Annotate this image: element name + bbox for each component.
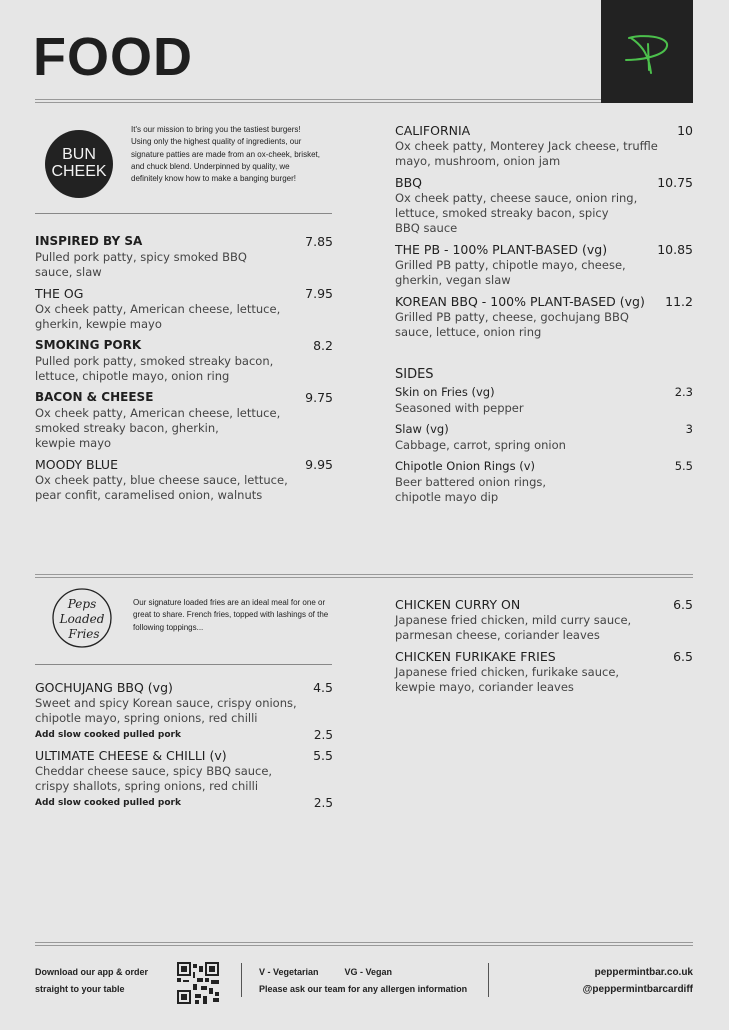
menu-item-description: Seasoned with pepper — [395, 401, 524, 415]
contact-info — [583, 964, 693, 998]
menu-item-header — [395, 421, 693, 438]
menu-item — [35, 456, 333, 503]
menu-item — [35, 679, 333, 742]
logo-text-cheek: CHEEK — [51, 163, 107, 180]
fries-intro: Our signature loaded fries are an ideal meal for one or great to share. French fries, topped with lashings of the following toppings... — [133, 598, 329, 632]
menu-item-name: GOCHUJANG BBQ (vg) — [35, 680, 173, 695]
menu-item-header — [395, 122, 693, 139]
fries-right-column — [395, 596, 693, 700]
menu-item-description: Grilled PB patty, chipotle mayo, cheese, gherkin, vegan slaw — [395, 258, 626, 287]
qr-code-icon — [177, 962, 219, 1004]
menu-item-header — [395, 458, 693, 475]
menu-item — [395, 458, 693, 505]
menu-item-price: 5.5 — [674, 459, 693, 473]
sides-section — [395, 366, 693, 510]
menu-item-name: SMOKING PORK — [35, 338, 142, 352]
dietary-key — [259, 964, 467, 998]
svg-text:Peps: Peps — [67, 597, 97, 611]
menu-item-description: Ox cheek patty, American cheese, lettuce, gherkin, kewpie mayo — [35, 302, 281, 331]
menu-item-name: Slaw (vg) — [395, 422, 449, 436]
sides-heading: SIDES — [395, 367, 434, 382]
menu-item-header — [395, 241, 693, 258]
app-text-line2: straight to your table — [35, 984, 125, 994]
menu-item-description: Beer battered onion rings, chipotle mayo dip — [395, 475, 547, 504]
menu-item-name: BBQ — [395, 175, 422, 190]
addon-option — [35, 728, 333, 742]
menu-item-price: 10 — [677, 123, 693, 138]
menu-item-name: Skin on Fries (vg) — [395, 385, 495, 399]
burgers-right-column — [395, 122, 693, 345]
menu-item-description: Japanese fried chicken, furikake sauce, kewpie mayo, coriander leaves — [395, 665, 620, 694]
addon-label: Add slow cooked pulled pork — [35, 730, 181, 740]
menu-item-description: Grilled PB patty, cheese, gochujang BBQ sauce, lettuce, onion ring — [395, 310, 629, 339]
menu-item-description: Ox cheek patty, Monterey Jack cheese, truffle mayo, mushroom, onion jam — [395, 139, 658, 168]
menu-item-header — [395, 293, 693, 310]
menu-item-name: THE PB - 100% PLANT-BASED (vg) — [395, 242, 608, 257]
menu-item-price: 7.95 — [305, 286, 333, 301]
footer-separator — [241, 963, 242, 997]
menu-item-price: 9.75 — [305, 390, 333, 405]
menu-item — [395, 421, 693, 453]
menu-item — [395, 596, 693, 643]
menu-item-description: Pulled pork patty, smoked streaky bacon, lettuce, chipotle mayo, onion ring — [35, 354, 274, 383]
qr-code[interactable] — [177, 962, 219, 1004]
menu-item-name: Chipotle Onion Rings (v) — [395, 459, 535, 473]
menu-item-description: Ox cheek patty, cheese sauce, onion ring, lettuce, smoked streaky bacon, spicy BBQ sauce — [395, 191, 638, 235]
website-link[interactable]: peppermintbar.co.uk — [594, 967, 693, 978]
menu-item-header — [395, 174, 693, 191]
menu-item-price: 8.2 — [313, 338, 333, 353]
page-title: FOOD — [33, 27, 193, 87]
menu-item — [35, 337, 333, 384]
burgers-left-column — [35, 233, 333, 508]
logo-text-bun: BUN — [62, 146, 96, 163]
menu-item-name: THE OG — [35, 286, 84, 301]
menu-item-price: 4.5 — [313, 680, 333, 695]
menu-item-name: MOODY BLUE — [35, 457, 118, 472]
addon-option — [35, 796, 333, 810]
menu-item-header — [35, 337, 333, 354]
allergen-note: Please ask our team for any allergen information — [259, 984, 468, 994]
menu-item — [395, 648, 693, 695]
peppermint-logo — [601, 0, 693, 103]
menu-item-description: Ox cheek patty, American cheese, lettuce, smoked streaky bacon, gherkin, kewpie mayo — [35, 406, 281, 450]
menu-item-price: 7.85 — [305, 234, 333, 249]
app-text-line1: Download our app & order — [35, 967, 149, 977]
menu-item-description: Sweet and spicy Korean sauce, crispy onions, chipotle mayo, spring onions, red chilli — [35, 696, 297, 725]
menu-item-price: 9.95 — [305, 457, 333, 472]
divider — [35, 664, 332, 665]
menu-item-price: 10.85 — [657, 242, 693, 257]
menu-item-name: BACON & CHEESE — [35, 390, 154, 404]
footer-divider — [35, 942, 693, 946]
section-divider — [35, 574, 693, 578]
svg-text:Fries: Fries — [68, 627, 100, 641]
menu-item-name: KOREAN BBQ - 100% PLANT-BASED (vg) — [395, 294, 645, 309]
bun-and-cheek-logo — [45, 130, 113, 198]
menu-item-name: CHICKEN FURIKAKE FRIES — [395, 649, 556, 664]
footer-separator — [488, 963, 489, 997]
menu-item-header — [35, 679, 333, 696]
menu-item — [395, 241, 693, 288]
menu-item-name: CHICKEN CURRY ON — [395, 597, 521, 612]
menu-item — [395, 293, 693, 340]
menu-item-description: Cheddar cheese sauce, spicy BBQ sauce, crispy shallots, spring onions, red chilli — [35, 764, 273, 793]
burgers-intro: It's our mission to bring you the tastiest burgers! Using only the highest quality of ingredients, our signature patties are made from an ox-cheek, brisket, and chuck blend. Underpinned by quality, we definitely know how to make a banging burger! — [131, 125, 320, 184]
fries-logo-icon — [50, 586, 114, 650]
menu-item — [35, 747, 333, 810]
header-divider — [35, 99, 601, 103]
menu-item-header — [395, 648, 693, 665]
social-handle[interactable]: @peppermintbarcardiff — [582, 984, 693, 995]
menu-item-price: 6.5 — [673, 597, 693, 612]
p-logo-icon — [601, 0, 693, 103]
menu-item-price: 2.3 — [674, 385, 693, 399]
menu-item-price: 6.5 — [673, 649, 693, 664]
menu-item-header — [35, 285, 333, 302]
menu-item-description: Cabbage, carrot, spring onion — [395, 438, 566, 452]
menu-item — [35, 285, 333, 332]
menu-item — [395, 174, 693, 236]
menu-item-description: Pulled pork patty, spicy smoked BBQ sauce, slaw — [35, 250, 247, 279]
divider — [35, 213, 332, 214]
addon-price: 2.5 — [313, 728, 333, 742]
addon-label: Add slow cooked pulled pork — [35, 798, 181, 808]
menu-item-name: CALIFORNIA — [395, 123, 471, 138]
menu-item-price: 11.2 — [665, 294, 693, 309]
menu-item-header — [395, 596, 693, 613]
vegan-key: VG - Vegan — [344, 967, 393, 977]
veg-key: V - Vegetarian — [259, 967, 319, 977]
svg-text:Loaded: Loaded — [59, 612, 105, 626]
menu-item-description: Japanese fried chicken, mild curry sauce, parmesan cheese, coriander leaves — [395, 613, 632, 642]
fries-left-column — [35, 679, 333, 815]
menu-item-header — [35, 456, 333, 473]
menu-item-name: INSPIRED BY SA — [35, 234, 143, 248]
menu-item-description: Ox cheek patty, blue cheese sauce, lettuce, pear confit, caramelised onion, walnuts — [35, 473, 288, 502]
menu-item — [35, 233, 333, 280]
addon-price: 2.5 — [313, 796, 333, 810]
menu-item-price: 10.75 — [657, 175, 693, 190]
menu-item — [395, 384, 693, 416]
menu-item-name: ULTIMATE CHEESE & CHILLI (v) — [35, 748, 227, 763]
peps-loaded-fries-logo — [50, 586, 114, 650]
menu-item-header — [35, 389, 333, 406]
menu-item-header — [35, 233, 333, 250]
app-promo — [35, 964, 148, 998]
menu-item-price: 3 — [685, 422, 693, 436]
menu-item — [395, 122, 693, 169]
menu-item-price: 5.5 — [313, 748, 333, 763]
menu-item-header — [395, 384, 693, 401]
menu-item — [35, 389, 333, 451]
menu-item-header — [35, 747, 333, 764]
